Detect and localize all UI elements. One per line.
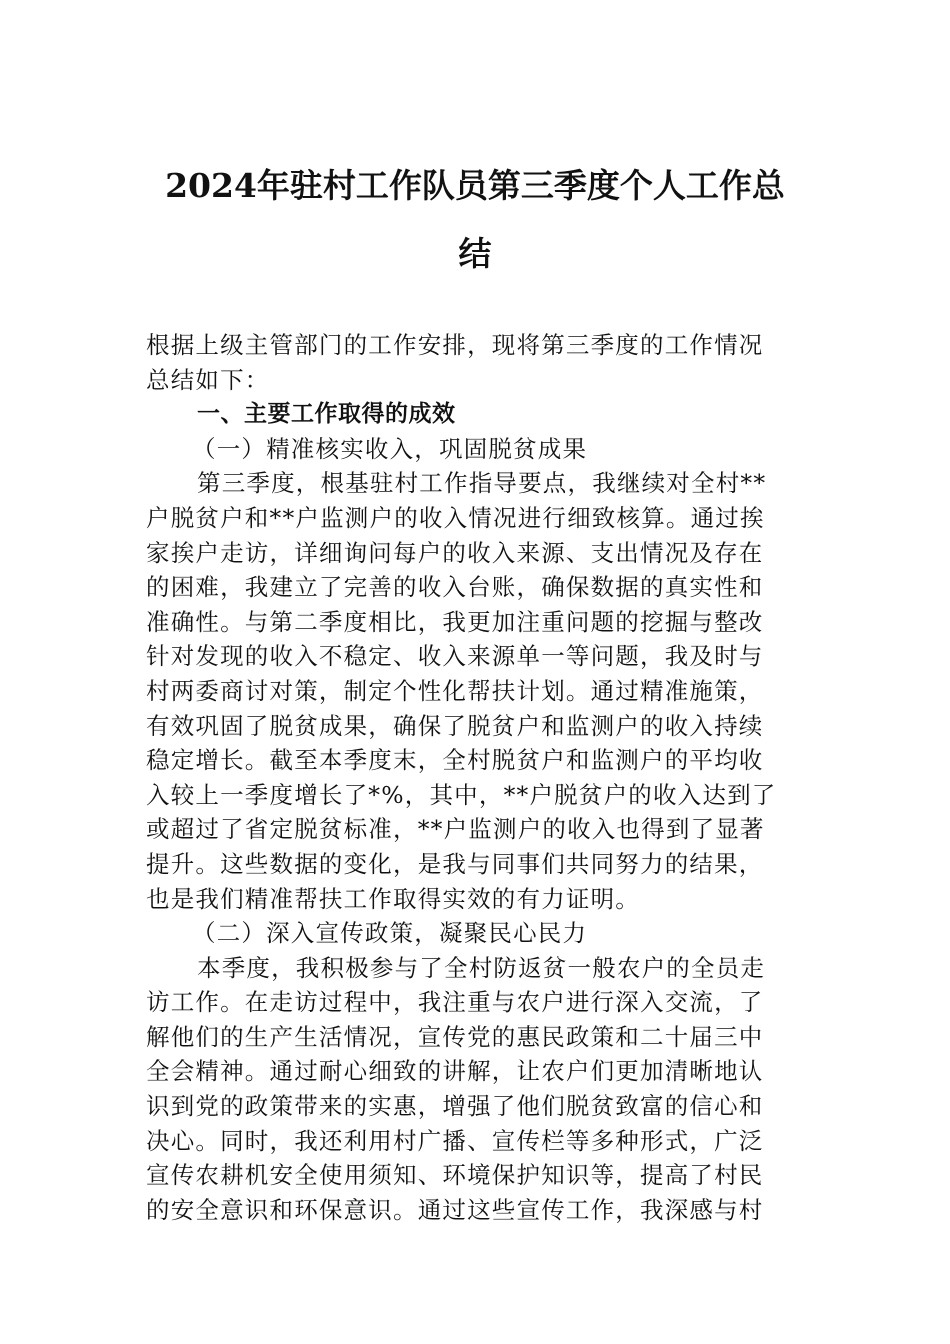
paragraph-line: 识到党的政策带来的实惠，增强了他们脱贫致富的信心和 — [146, 1092, 764, 1121]
section-heading: 一、主要工作取得的成效 — [197, 401, 456, 428]
document-title-line-2: 结 — [458, 234, 492, 273]
paragraph-line: 村两委商讨对策，制定个性化帮扶计划。通过精准施策， — [146, 676, 764, 705]
paragraph-line: 户脱贫户和**户监测户的收入情况进行细致核算。通过挨 — [146, 503, 765, 532]
subsection-heading: （二）深入宣传政策，凝聚民心民力 — [192, 919, 588, 948]
paragraph-line: 访工作。在走访过程中，我注重与农户进行深入交流，了 — [146, 988, 764, 1017]
document-title-line-1: 2024年驻村工作队员第三季度个人工作总 — [165, 166, 785, 205]
paragraph-line: 第三季度，根基驻村工作指导要点，我继续对全村** — [197, 469, 767, 498]
paragraph-line: 稳定增长。截至本季度末，全村脱贫户和监测户的平均收 — [146, 746, 764, 775]
paragraph-line: 宣传农耕机安全使用须知、环境保护知识等，提高了村民 — [146, 1161, 764, 1190]
paragraph-line: 根据上级主管部门的工作安排，现将第三季度的工作情况 — [146, 331, 764, 359]
subsection-heading: （一）精准核实收入，巩固脱贫成果 — [192, 434, 588, 463]
paragraph-line: 解他们的生产生活情况，宣传党的惠民政策和二十届三中 — [146, 1022, 764, 1051]
paragraph-line: 全会精神。通过耐心细致的讲解，让农户们更加清晰地认 — [146, 1057, 764, 1086]
paragraph-line: 或超过了省定脱贫标准，**户监测户的收入也得到了显著 — [146, 815, 765, 844]
paragraph-line: 总结如下： — [146, 365, 270, 394]
paragraph-line: 的安全意识和环保意识。通过这些宣传工作，我深感与村 — [146, 1195, 764, 1224]
document-body — [146, 328, 808, 1227]
paragraph-line: 入较上一季度增长了*%，其中，**户脱贫户的收入达到了 — [146, 780, 777, 809]
paragraph-line: 准确性。与第二季度相比，我更加注重问题的挖掘与整改 — [146, 607, 764, 636]
paragraph-line: 针对发现的收入不稳定、收入来源单一等问题，我及时与 — [146, 642, 764, 671]
paragraph-line: 本季度，我积极参与了全村防返贫一般农户的全员走 — [197, 953, 766, 982]
paragraph-line: 提升。这些数据的变化，是我与同事们共同努力的结果， — [146, 849, 764, 878]
paragraph-line: 也是我们精准帮扶工作取得实效的有力证明。 — [146, 884, 640, 913]
paragraph-line: 家挨户走访，详细询问每户的收入来源、支出情况及存在 — [146, 538, 764, 567]
paragraph-line: 的困难，我建立了完善的收入台账，确保数据的真实性和 — [146, 573, 764, 602]
paragraph-line: 决心。同时，我还利用村广播、宣传栏等多种形式，广泛 — [146, 1126, 764, 1155]
paragraph-line: 有效巩固了脱贫成果，确保了脱贫户和监测户的收入持续 — [146, 711, 764, 740]
